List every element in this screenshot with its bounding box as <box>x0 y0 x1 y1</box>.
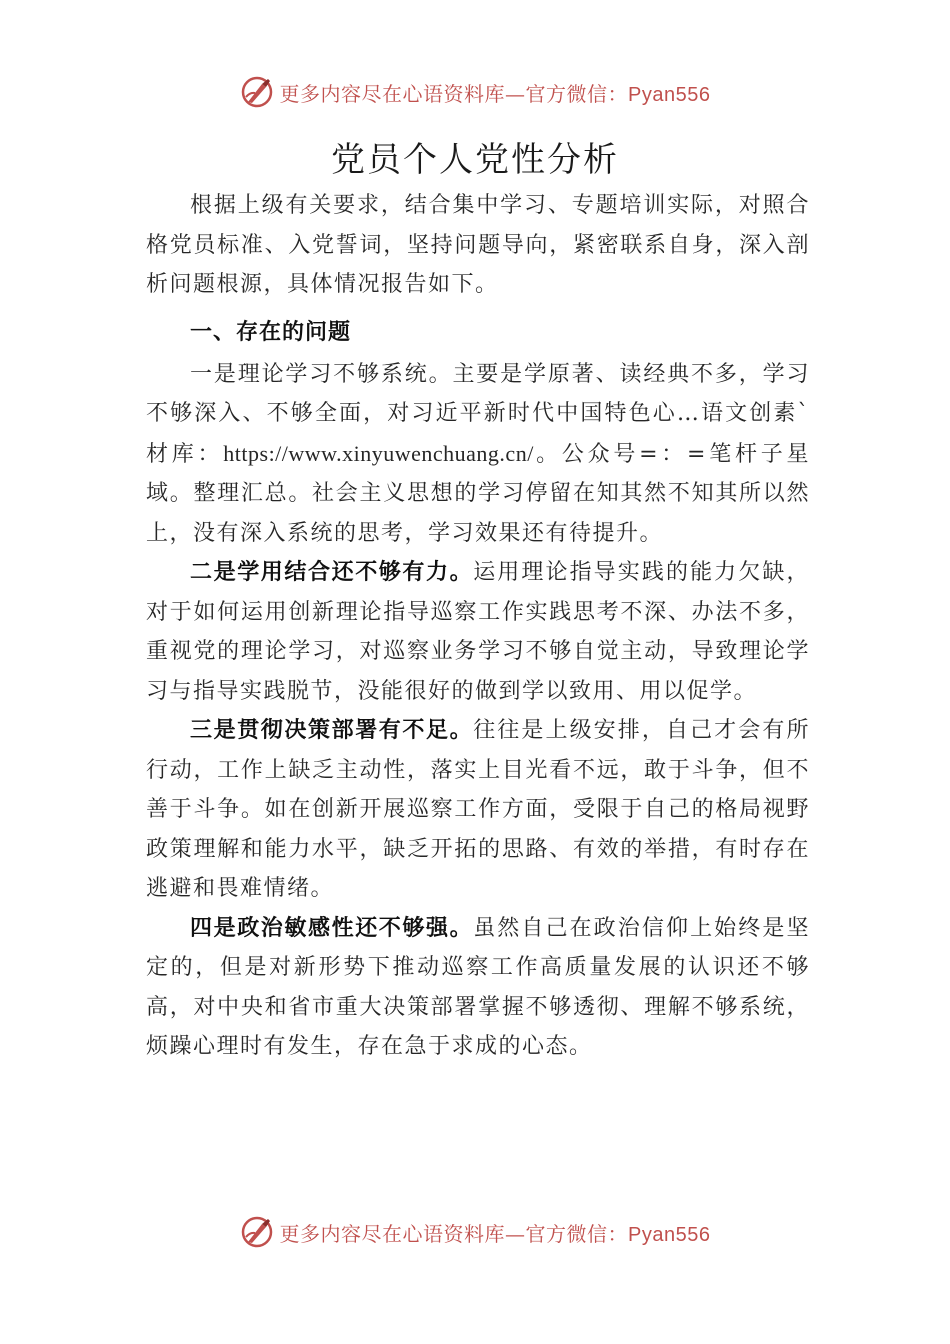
paragraph-1-lead: 一是理论学习不够系统。 <box>190 361 453 387</box>
wechat-id: Pyan556 <box>628 83 711 106</box>
paragraph-3-text: 往往是上级安排，自己才会有所行动，工作上缺乏主动性，落实上目光看不远，敢于斗争，但不善于斗争。如在创新开展巡察工作方面，受限于自己的格局视野政策理解和能力水平，缺乏开拓的思路、有效的举措，有时存在逃避和畏难情绪。 <box>146 718 810 901</box>
banner-text <box>280 1218 711 1247</box>
wechat-id: Pyan556 <box>628 1223 711 1246</box>
banner-text <box>280 78 711 107</box>
paragraph-1-text: 主要是学原著、读经典不多，学习不够深入、不够全面，对习近平新时代中国特色心…语文创素`材库： <box>146 361 810 467</box>
paragraph-1 <box>146 355 810 554</box>
paragraph-2-text: 运用理论指导实践的能力欠缺，对于如何运用创新理论指导巡察工作实践思考不深、办法不多，重视党的理论学习，对巡察业务学习不够自觉主动，导致理论学习与指导实践脱节，没能很好的做到学以致用、用以促学。 <box>146 560 810 704</box>
paragraph-4 <box>146 909 810 1067</box>
paragraph-3-lead: 三是贯彻决策部署有不足。 <box>190 718 474 743</box>
paragraph-1-text-after: 。公众号=：=笔杆子星域。整理汇总。社会主义思想的学习停留在知其然不知其所以然上，没有深入系统的思考，学习效果还有待提升。 <box>146 441 810 546</box>
paragraph-2-lead: 二是学用结合还不够有力。 <box>190 560 474 585</box>
section-heading: 一、存在的问题 <box>190 319 352 345</box>
page-title: 党员个人党性分析 <box>331 140 619 180</box>
footer-banner[interactable] <box>0 1212 950 1252</box>
paragraph-4-text: 虽然自己在政治信仰上始终是坚定的，但是对新形势下推动巡察工作高质量发展的认识还不够高，对中央和省市重大决策部署掌握不够透彻、理解不够系统，烦躁心理时有发生，存在急于求成的心态。 <box>146 915 810 1059</box>
quill-logo-icon <box>240 75 274 109</box>
paragraph-4-lead: 四是政治敏感性还不够强。 <box>190 915 474 941</box>
banner-label: 更多内容尽在心语资料库—官方微信： <box>279 1221 629 1246</box>
header-banner[interactable] <box>0 72 950 112</box>
website-url: https://www.xinyuwenchuang.cn/ <box>223 440 534 466</box>
quill-logo-icon <box>240 1215 274 1249</box>
document-body <box>146 186 810 1067</box>
paragraph-2 <box>146 553 810 711</box>
banner-label: 更多内容尽在心语资料库—官方微信： <box>279 81 629 106</box>
intro-paragraph: 根据上级有关要求，结合集中学习、专题培训实际，对照合格党员标准、入党誓词，坚持问题导向，紧密联系自身，深入剖析问题根源，具体情况报告如下。 <box>146 193 810 297</box>
paragraph-3 <box>146 711 810 909</box>
